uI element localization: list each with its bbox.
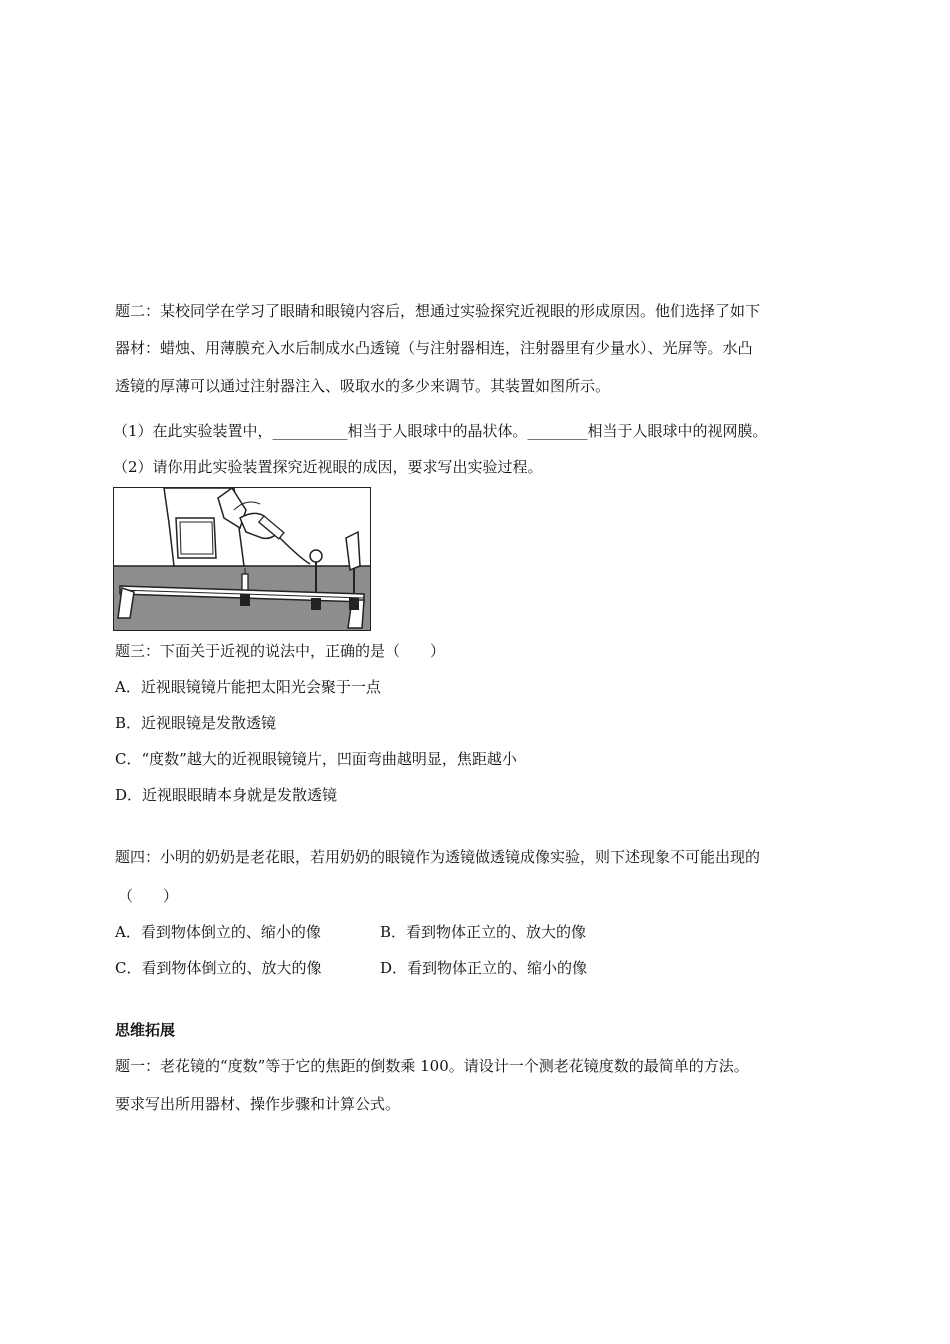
ext-q1-line-2: 要求写出所用器材、操作步骤和计算公式。 [115,1095,401,1113]
q2-subquestion-1: （1）在此实验装置中，__________相当于人眼球中的晶状体。________相当于人眼球中的视网膜。 [113,422,768,440]
q4-stem: 题四：小明的奶奶是老花眼，若用奶奶的眼镜作为透镜做透镜成像实验，则下述现象不可能出现的 [115,848,761,866]
q4-option-c: C．看到物体倒立的、放大的像 [115,959,322,977]
q4-option-d: D．看到物体正立的、缩小的像 [380,959,588,977]
q3-option-d: D．近视眼眼睛本身就是发散透镜 [115,786,338,804]
experiment-apparatus-figure [113,487,371,631]
q2-line-1: 题二：某校同学在学习了眼睛和眼镜内容后，想通过实验探究近视眼的形成原因。他们选择了如下 [115,302,761,320]
q2-subquestion-2: （2）请你用此实验装置探究近视眼的成因，要求写出实验过程。 [113,458,543,476]
q3-stem: 题三：下面关于近视的说法中，正确的是（ ） [115,642,446,660]
q2-line-2: 器材：蜡烛、用薄膜充入水后制成水凸透镜（与注射器相连，注射器里有少量水）、光屏等。水凸 [115,339,753,357]
q4-answer-parentheses: （ ） [118,887,179,905]
apparatus-illustration [114,488,371,631]
q4-option-b: B．看到物体正立的、放大的像 [380,923,587,941]
q3-option-c: C．“度数”越大的近视眼镜镜片，凹面弯曲越明显，焦距越小 [115,750,517,768]
q3-option-b: B．近视眼镜是发散透镜 [115,714,277,732]
q3-option-a: A．近视眼镜镜片能把太阳光会聚于一点 [115,678,381,696]
q2-line-3: 透镜的厚薄可以通过注射器注入、吸取水的多少来调节。其装置如图所示。 [115,377,611,395]
section-heading: 思维拓展 [115,1021,176,1039]
ext-q1-line-1: 题一：老花镜的“度数”等于它的焦距的倒数乘 100。请设计一个测老花镜度数的最简单的方法。 [115,1057,749,1075]
q4-option-a: A．看到物体倒立的、缩小的像 [115,923,321,941]
